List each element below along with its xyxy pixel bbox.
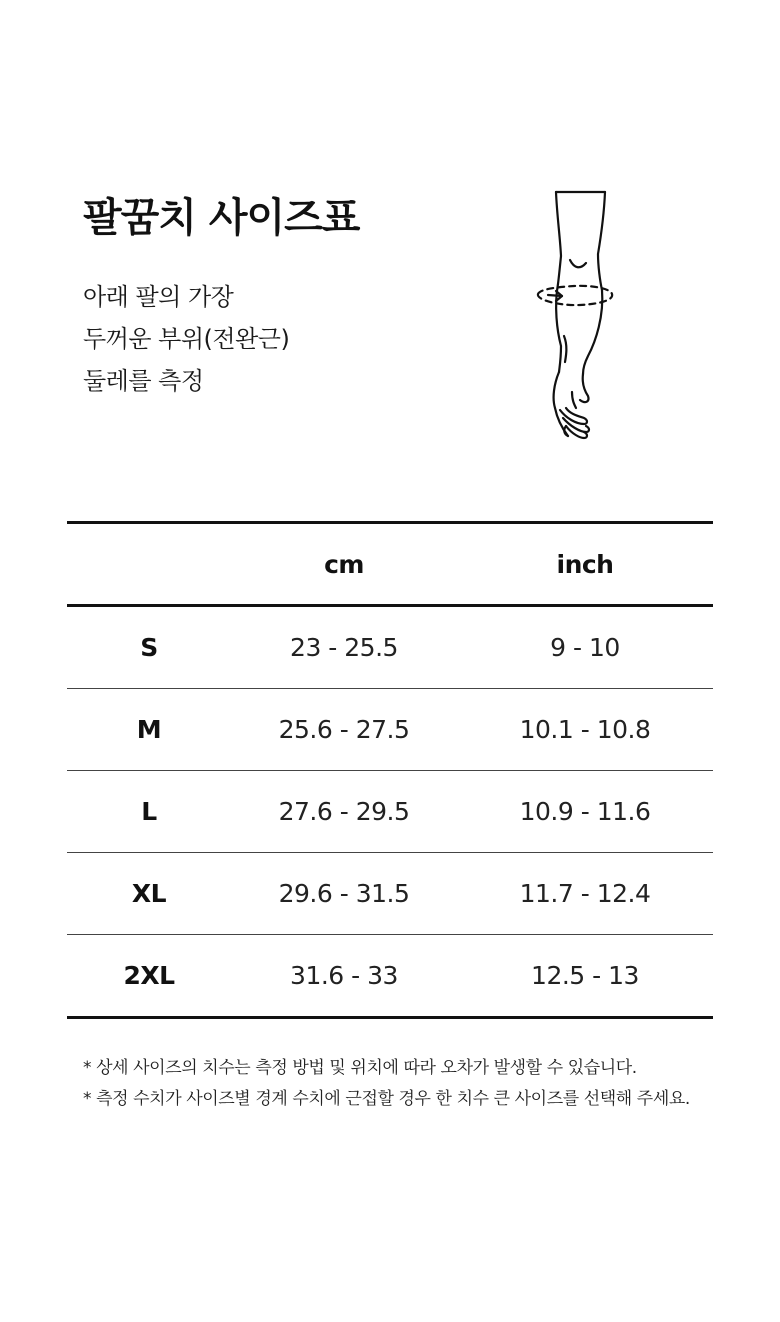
forearm-measurement-icon xyxy=(530,186,620,448)
cm-value: 27.6 - 29.5 xyxy=(278,797,410,826)
size-label: L xyxy=(141,797,157,826)
table-row xyxy=(67,689,713,771)
note-line: * 상세 사이즈의 치수는 측정 방법 및 위치에 따라 오차가 발생할 수 있습니다. xyxy=(83,1058,637,1078)
size-table xyxy=(67,521,713,1019)
header-inch: inch xyxy=(556,549,614,579)
page-title: 팔꿈치 사이즈표 xyxy=(83,195,360,241)
note-line: * 측정 수치가 사이즈별 경계 수치에 근접할 경우 한 치수 큰 사이즈를 선택해 주세요. xyxy=(83,1089,690,1109)
table-row xyxy=(67,606,713,689)
description-line: 둘레를 측정 xyxy=(83,367,204,395)
inch-value: 10.9 - 11.6 xyxy=(519,797,651,826)
inch-value: 9 - 10 xyxy=(550,633,620,662)
inch-value: 11.7 - 12.4 xyxy=(519,879,651,908)
cm-value: 31.6 - 33 xyxy=(290,961,398,990)
description-line: 아래 팔의 가장 xyxy=(83,283,234,311)
cm-value: 29.6 - 31.5 xyxy=(278,879,410,908)
cm-value: 25.6 - 27.5 xyxy=(278,715,410,744)
table-row xyxy=(67,935,713,1018)
header-size xyxy=(67,523,231,606)
table-row xyxy=(67,771,713,853)
table-header-row xyxy=(67,523,713,606)
measurement-description xyxy=(83,276,289,402)
table-row xyxy=(67,853,713,935)
size-label: S xyxy=(140,633,158,662)
inch-value: 12.5 - 13 xyxy=(531,961,639,990)
inch-value: 10.1 - 10.8 xyxy=(519,715,651,744)
description-line: 두꺼운 부위(전완근) xyxy=(83,325,290,353)
size-label: 2XL xyxy=(123,961,175,990)
cm-value: 23 - 25.5 xyxy=(290,633,398,662)
header-cm: cm xyxy=(324,549,364,579)
size-label: XL xyxy=(131,879,167,908)
size-notes xyxy=(83,1053,690,1115)
size-label: M xyxy=(136,715,162,744)
